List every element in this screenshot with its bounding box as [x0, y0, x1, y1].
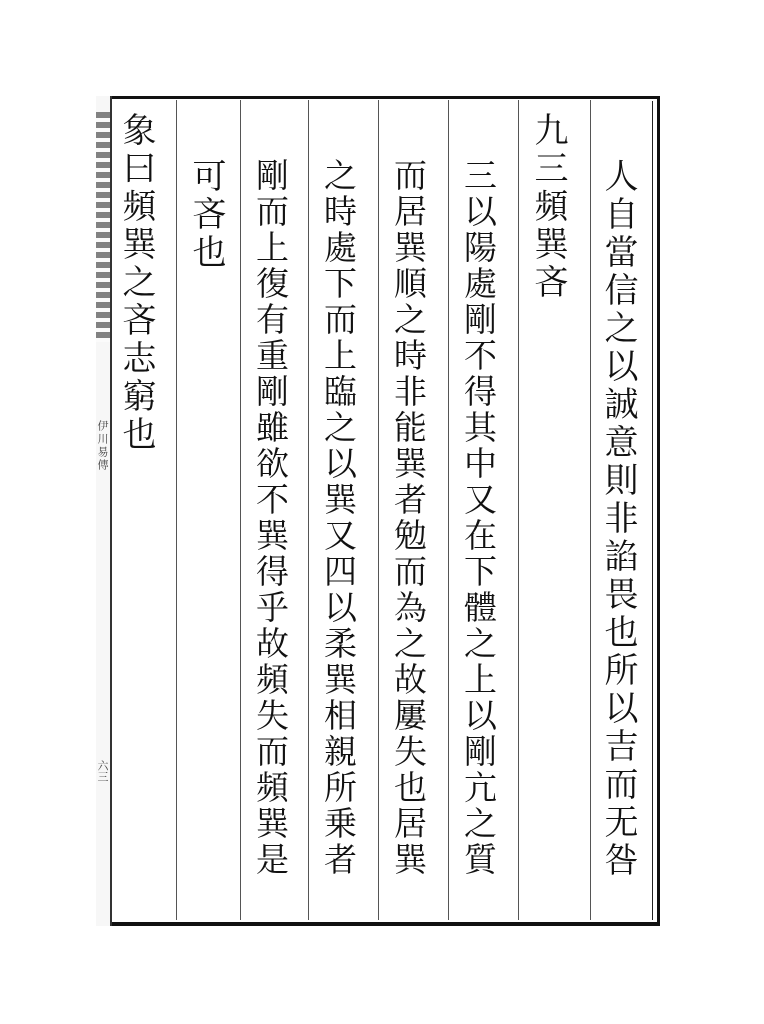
column-rule	[378, 100, 379, 920]
text-column-5: 之時處下而上臨之以巽又四以柔巽相親所乗者	[319, 158, 358, 878]
text-column-4: 而居巽順之時非能巽者勉而為之故屢失也居巽	[389, 158, 428, 878]
text-column-2: 九三頻巽吝	[528, 112, 568, 302]
column-rule	[590, 100, 591, 920]
margin-page-number: 六三	[96, 760, 109, 782]
text-column-6: 剛而上復有重剛雖欲不巽得乎故頻失而頻巽是	[251, 158, 290, 878]
column-rule	[308, 100, 309, 920]
margin-book-title: 伊川易傳	[96, 420, 109, 472]
column-rule	[518, 100, 519, 920]
text-column-8: 象曰頻巽之吝志窮也	[116, 112, 156, 454]
column-rule	[448, 100, 449, 920]
column-rule	[176, 100, 177, 920]
column-rule	[240, 100, 241, 920]
text-column-3: 三以陽處剛不得其中又在下體之上以剛亢之質	[459, 158, 498, 878]
text-column-7: 可吝也	[186, 158, 226, 272]
text-column-1: 人自當信之以誠意則非諂畏也所以吉而无咎	[598, 158, 638, 880]
fishtail-mark	[96, 112, 110, 342]
